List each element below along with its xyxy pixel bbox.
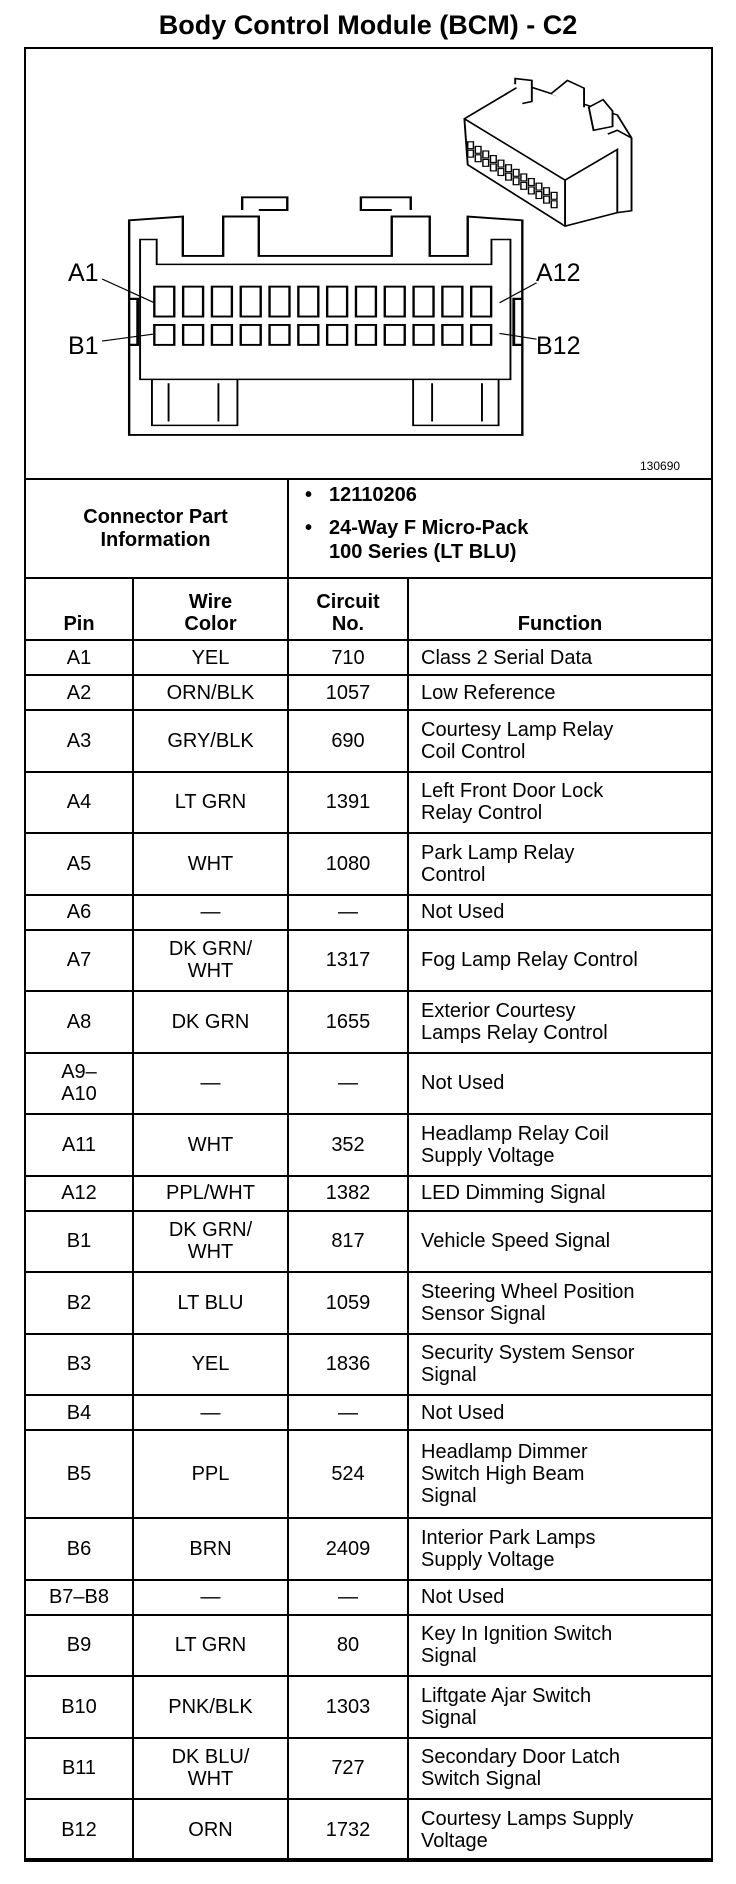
pinout-table xyxy=(24,577,713,1862)
pin-cavity xyxy=(154,287,174,317)
wire-color-cell: WHT xyxy=(133,833,288,895)
pin-cell: A12 xyxy=(25,1176,133,1211)
table-row xyxy=(25,710,712,772)
pin-label-a1: A1 xyxy=(68,259,99,287)
pin-cavity xyxy=(414,325,434,345)
function-cell: Low Reference xyxy=(408,675,712,710)
table-row xyxy=(25,1053,712,1115)
table-row xyxy=(25,1676,712,1738)
circuit-cell: 1317 xyxy=(288,930,408,992)
circuit-cell: 1382 xyxy=(288,1176,408,1211)
table-row xyxy=(25,1334,712,1396)
function-cell: Not Used xyxy=(408,1395,712,1430)
circuit-cell: 690 xyxy=(288,710,408,772)
circuit-cell: — xyxy=(288,1395,408,1430)
wire-color-cell: LT BLU xyxy=(133,1272,288,1334)
pin-cavity xyxy=(442,287,462,317)
function-cell: Courtesy Lamp Relay Coil Control xyxy=(408,710,712,772)
function-cell: Key In Ignition Switch Signal xyxy=(408,1615,712,1677)
bullet-icon: • xyxy=(305,517,313,539)
pin-cell: B5 xyxy=(25,1430,133,1518)
circuit-cell: 1057 xyxy=(288,675,408,710)
wire-color-cell: GRY/BLK xyxy=(133,710,288,772)
wire-color-cell: BRN xyxy=(133,1518,288,1580)
function-cell: Left Front Door Lock Relay Control xyxy=(408,772,712,834)
pin-cavity xyxy=(385,325,405,345)
pin-cell: A11 xyxy=(25,1114,133,1176)
function-cell: Liftgate Ajar Switch Signal xyxy=(408,1676,712,1738)
connector-part-info xyxy=(24,478,713,578)
pin-cavity xyxy=(298,325,318,345)
pin-cavity xyxy=(298,287,318,317)
wire-color-cell: WHT xyxy=(133,1114,288,1176)
table-row xyxy=(25,1580,712,1615)
table-row xyxy=(25,1211,712,1273)
function-cell: Interior Park Lamps Supply Voltage xyxy=(408,1518,712,1580)
function-cell: Secondary Door Latch Switch Signal xyxy=(408,1738,712,1800)
pin-cell: A6 xyxy=(25,895,133,930)
header-circuit-no: Circuit No. xyxy=(288,578,408,640)
function-cell: Steering Wheel Position Sensor Signal xyxy=(408,1272,712,1334)
header-function: Function xyxy=(408,578,712,640)
circuit-cell: 352 xyxy=(288,1114,408,1176)
wire-color-cell: DK GRN/ WHT xyxy=(133,930,288,992)
table-header xyxy=(25,578,712,640)
function-cell: Not Used xyxy=(408,1053,712,1115)
pin-cell: A3 xyxy=(25,710,133,772)
page-title: Body Control Module (BCM) - C2 xyxy=(158,10,578,40)
wire-color-cell: YEL xyxy=(133,640,288,675)
pin-cell: B10 xyxy=(25,1676,133,1738)
connector-info-values xyxy=(289,480,713,578)
function-cell: Vehicle Speed Signal xyxy=(408,1211,712,1273)
figure-number: 130690 xyxy=(640,459,681,473)
table-row xyxy=(25,1518,712,1580)
table-row xyxy=(25,1272,712,1334)
circuit-cell: 727 xyxy=(288,1738,408,1800)
function-cell: Not Used xyxy=(408,1580,712,1615)
table-row xyxy=(25,1799,712,1861)
pin-cavity xyxy=(212,325,232,345)
pin-cell: A1 xyxy=(25,640,133,675)
circuit-cell: 1080 xyxy=(288,833,408,895)
function-cell: Courtesy Lamps Supply Voltage xyxy=(408,1799,712,1861)
connector-diagram xyxy=(0,0,736,479)
pin-cavity xyxy=(241,287,261,317)
pin-cell: A4 xyxy=(25,772,133,834)
wire-color-cell: DK GRN xyxy=(133,991,288,1053)
function-cell: Headlamp Dimmer Switch High Beam Signal xyxy=(408,1430,712,1518)
wire-color-cell: PPL xyxy=(133,1430,288,1518)
connector-description: 24-Way F Micro-Pack 100 Series (LT BLU) xyxy=(329,517,529,563)
table-row xyxy=(25,675,712,710)
header-pin: Pin xyxy=(25,578,133,640)
circuit-cell: — xyxy=(288,1580,408,1615)
pin-label-a12: A12 xyxy=(536,259,581,287)
function-cell: Security System Sensor Signal xyxy=(408,1334,712,1396)
pin-cavity xyxy=(385,287,405,317)
pin-cell: B4 xyxy=(25,1395,133,1430)
table-row xyxy=(25,1738,712,1800)
pin-cell: A2 xyxy=(25,675,133,710)
pin-cavity xyxy=(471,325,491,345)
pin-cell: A7 xyxy=(25,930,133,992)
function-cell: Exterior Courtesy Lamps Relay Control xyxy=(408,991,712,1053)
circuit-cell: 1836 xyxy=(288,1334,408,1396)
table-row xyxy=(25,1430,712,1518)
table-row xyxy=(25,895,712,930)
pin-cavity xyxy=(356,325,376,345)
function-cell: LED Dimming Signal xyxy=(408,1176,712,1211)
pin-cell: B12 xyxy=(25,1799,133,1861)
wire-color-cell: — xyxy=(133,1580,288,1615)
pin-cavity xyxy=(241,325,261,345)
circuit-cell: 817 xyxy=(288,1211,408,1273)
table-row xyxy=(25,930,712,992)
pin-cell: B11 xyxy=(25,1738,133,1800)
pin-cell: B9 xyxy=(25,1615,133,1677)
bullet-icon: • xyxy=(305,484,313,506)
circuit-cell: 710 xyxy=(288,640,408,675)
connector-info-label: Connector Part Information xyxy=(24,480,289,578)
table-row xyxy=(25,640,712,675)
pin-cavity xyxy=(154,325,174,345)
circuit-cell: 1391 xyxy=(288,772,408,834)
pin-cavity xyxy=(183,325,203,345)
pin-cavity xyxy=(442,325,462,345)
wire-color-cell: PPL/WHT xyxy=(133,1176,288,1211)
wire-color-cell: — xyxy=(133,895,288,930)
connector-3d-view xyxy=(464,79,631,227)
part-number: 12110206 xyxy=(329,484,417,506)
pin-cavity xyxy=(471,287,491,317)
circuit-cell: 1059 xyxy=(288,1272,408,1334)
wire-color-cell: LT GRN xyxy=(133,772,288,834)
pin-cavities xyxy=(154,287,491,345)
pin-label-b12: B12 xyxy=(536,332,581,360)
pin-cavity xyxy=(212,287,232,317)
wire-color-cell: LT GRN xyxy=(133,1615,288,1677)
wire-color-cell: PNK/BLK xyxy=(133,1676,288,1738)
function-cell: Not Used xyxy=(408,895,712,930)
table-row xyxy=(25,1615,712,1677)
wire-color-cell: — xyxy=(133,1053,288,1115)
pin-cell: B7–B8 xyxy=(25,1580,133,1615)
table-row xyxy=(25,1114,712,1176)
circuit-cell: 1303 xyxy=(288,1676,408,1738)
wire-color-cell: — xyxy=(133,1395,288,1430)
wire-color-cell: DK GRN/ WHT xyxy=(133,1211,288,1273)
wire-color-cell: ORN xyxy=(133,1799,288,1861)
circuit-cell: 80 xyxy=(288,1615,408,1677)
table-row xyxy=(25,1176,712,1211)
circuit-cell: 1655 xyxy=(288,991,408,1053)
function-cell: Class 2 Serial Data xyxy=(408,640,712,675)
circuit-cell: 524 xyxy=(288,1430,408,1518)
table-row xyxy=(25,772,712,834)
pin-cell: B3 xyxy=(25,1334,133,1396)
wire-color-cell: YEL xyxy=(133,1334,288,1396)
function-cell: Park Lamp Relay Control xyxy=(408,833,712,895)
circuit-cell: — xyxy=(288,1053,408,1115)
pin-cavity xyxy=(414,287,434,317)
circuit-cell: 1732 xyxy=(288,1799,408,1861)
circuit-cell: 2409 xyxy=(288,1518,408,1580)
pin-cavity xyxy=(327,287,347,317)
pin-cavity xyxy=(356,287,376,317)
pin-cavity xyxy=(270,287,290,317)
pin-cavity xyxy=(327,325,347,345)
table-row xyxy=(25,833,712,895)
pin-cell: A9– A10 xyxy=(25,1053,133,1115)
pin-label-b1: B1 xyxy=(68,332,99,360)
pin-cell: B2 xyxy=(25,1272,133,1334)
pin-cell: B6 xyxy=(25,1518,133,1580)
pin-cell: A5 xyxy=(25,833,133,895)
pin-cavity xyxy=(270,325,290,345)
wire-color-cell: DK BLU/ WHT xyxy=(133,1738,288,1800)
function-cell: Headlamp Relay Coil Supply Voltage xyxy=(408,1114,712,1176)
pin-cell: B1 xyxy=(25,1211,133,1273)
header-wire-color: Wire Color xyxy=(133,578,288,640)
table-row xyxy=(25,991,712,1053)
pin-cell: A8 xyxy=(25,991,133,1053)
table-row xyxy=(25,1395,712,1430)
wire-color-cell: ORN/BLK xyxy=(133,675,288,710)
function-cell: Fog Lamp Relay Control xyxy=(408,930,712,992)
circuit-cell: — xyxy=(288,895,408,930)
pin-cavity xyxy=(183,287,203,317)
